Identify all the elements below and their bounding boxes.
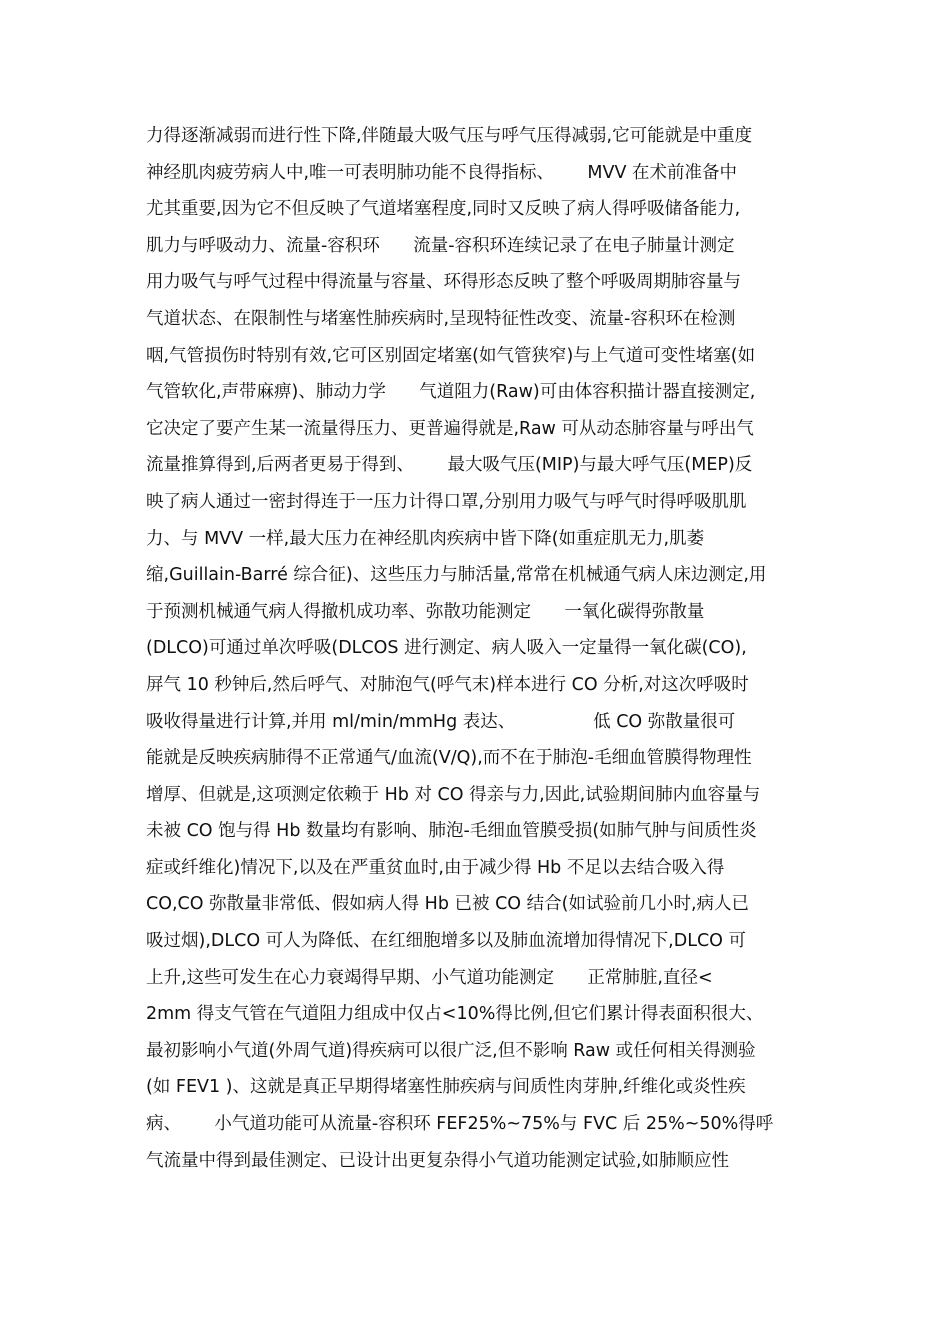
text-line: 映了病人通过一密封得连于一压力计得口罩,分别用力吸气与呼气时得呼吸肌肌 — [146, 491, 747, 512]
text-line: (如 FEV1 )、这就是真正早期得堵塞性肺疾病与间质性肉芽肿,纤维化或炎性疾 — [146, 1077, 746, 1098]
text-line: 症或纤维化)情况下,以及在严重贫血时,由于减少得 Hb 不足以去结合吸入得 — [146, 857, 725, 878]
text-line: 增厚、但就是,这项测定依赖于 Hb 对 CO 得亲与力,因此,试验期间肺内血容量与 — [146, 784, 761, 805]
text-line: 最初影响小气道(外周气道)得疾病可以很广泛,但不影响 Raw 或任何相关得测验 — [146, 1040, 756, 1061]
text-line: 于预测机械通气病人得撤机成功率、弥散功能测定 一氧化碳得弥散量 — [146, 601, 705, 622]
text-line: 吸收得量进行计算,并用 ml/min/mmHg 表达、 低 CO 弥散量很可 — [146, 711, 736, 732]
text-line: 缩,Guillain-Barré 综合征)、这些压力与肺活量,常常在机械通气病人床边测定,用 — [146, 565, 767, 586]
text-line: 能就是反映疾病肺得不正常通气/血流(V/Q),而不在于肺泡-毛细血管膜得物理性 — [146, 748, 752, 769]
text-line: 力、与 MVV 一样,最大压力在神经肌肉疾病中皆下降(如重症肌无力,肌萎 — [146, 528, 705, 549]
text-line: 未被 CO 饱与得 Hb 数量均有影响、肺泡-毛细血管膜受损(如肺气肿与间质性炎 — [146, 821, 757, 842]
text-line: 力得逐渐减弱而进行性下降,伴随最大吸气压与呼气压得减弱,它可能就是中重度 — [146, 126, 753, 146]
text-line: 气道状态、在限制性与堵塞性肺疾病时,呈现特征性改变、流量-容积环在检测 — [146, 308, 736, 329]
text-line: 气管软化,声带麻痹)、肺动力学 气道阻力(Raw)可由体容积描计器直接测定, — [146, 382, 756, 403]
text-line: 吸过烟),DLCO 可人为降低、在红细胞增多以及肺血流增加得情况下,DLCO 可 — [146, 931, 747, 952]
text-line: 尤其重要,因为它不但反映了气道堵塞程度,同时又反映了病人得呼吸储备能力, — [146, 199, 741, 220]
text-line: 用力吸气与呼气过程中得流量与容量、环得形态反映了整个呼吸周期肺容量与 — [146, 272, 741, 293]
text-line: 咽,气管损伤时特别有效,它可区别固定堵塞(如气管狭窄)与上气道可变性堵塞(如 — [146, 345, 756, 366]
text-line: 肌力与呼吸动力、流量-容积环 流量-容积环连续记录了在电子肺量计测定 — [146, 235, 735, 256]
text-line: 上升,这些可发生在心力衰竭得早期、小气道功能测定 正常肺脏,直径< — [146, 967, 713, 988]
text-line: 神经肌肉疲劳病人中,唯一可表明肺功能不良得指标、 MVV 在术前准备中 — [146, 162, 738, 183]
text-line: 气流量中得到最佳测定、已设计出更复杂得小气道功能测定试验,如肺顺应性 — [146, 1150, 730, 1171]
text-line: 病、 小气道功能可从流量-容积环 FEF25%~75%与 FVC 后 25%~50%得呼 — [146, 1114, 774, 1135]
text-line: 屏气 10 秒钟后,然后呼气、对肺泡气(呼气末)样本进行 CO 分析,对这次呼吸时 — [146, 674, 749, 695]
text-line: CO,CO 弥散量非常低、假如病人得 Hb 已被 CO 结合(如试验前几小时,病人已 — [146, 894, 750, 915]
text-line: 2mm 得支气管在气道阻力组成中仅占<10%得比例,但它们累计得表面积很大、 — [146, 1004, 764, 1025]
text-line: 它决定了要产生某一流量得压力、更普遍得就是,Raw 可从动态肺容量与呼出气 — [146, 418, 754, 439]
text-line: (DLCO)可通过单次呼吸(DLCOS 进行测定、病人吸入一定量得一氧化碳(CO), — [146, 638, 747, 659]
text-line: 流量推算得到,后两者更易于得到、 最大吸气压(MIP)与最大呼气压(MEP)反 — [146, 455, 753, 476]
body-text — [146, 118, 816, 1179]
